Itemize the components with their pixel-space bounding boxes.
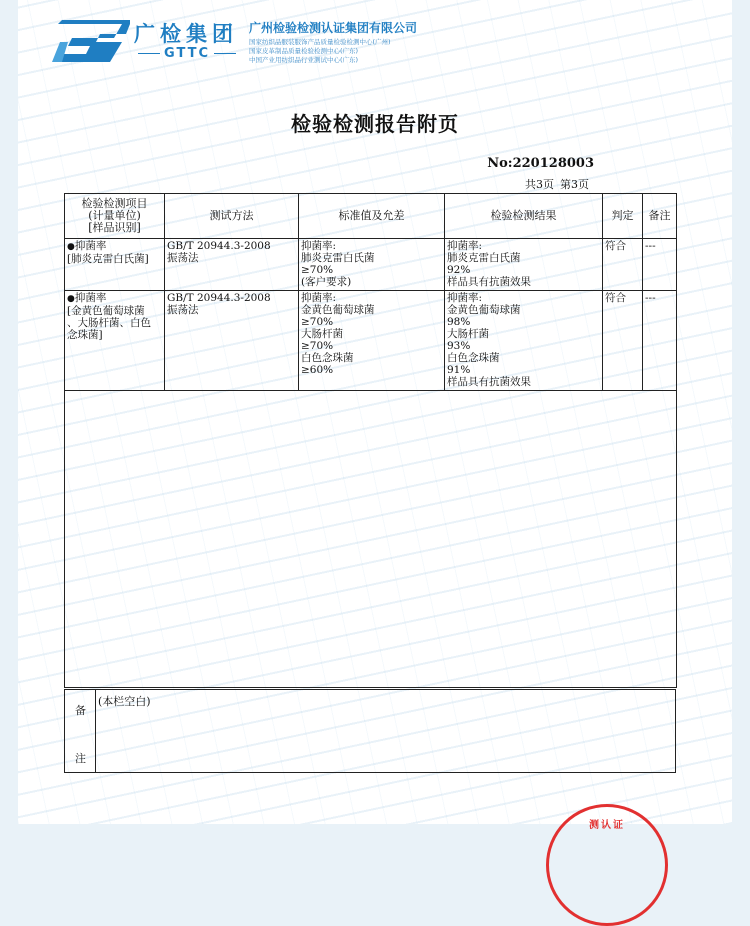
header-item-line: [样品识别]: [88, 221, 141, 234]
remark-cell: ---: [643, 239, 677, 291]
table-row: [65, 239, 677, 291]
company-name: 广州检验检测认证集团有限公司: [249, 21, 418, 35]
standard-cell: [299, 239, 445, 291]
remarks-box: [64, 689, 676, 773]
standard-line: 抑菌率:: [301, 292, 337, 304]
remarks-label-bottom: 注: [75, 752, 86, 765]
header-result: 检验检测结果: [445, 194, 603, 239]
result-line: 抑菌率:: [447, 240, 483, 252]
page-title: 检验检测报告附页: [291, 112, 459, 136]
current-page: 第3页: [560, 178, 589, 191]
standard-line: 抑菌率:: [301, 240, 337, 252]
header-method: 测试方法: [165, 194, 299, 239]
gttc-logo-icon: [52, 16, 130, 68]
header-standard: 标准值及允差: [299, 194, 445, 239]
result-line: 92%: [447, 264, 471, 276]
remark-cell: ---: [643, 291, 677, 391]
standard-line: 大肠杆菌: [301, 328, 343, 340]
standard-line: ≥70%: [301, 264, 334, 276]
center-line-1: 国家纺织品服装服饰产品质量检验检测中心(广州): [249, 38, 391, 46]
result-line: 大肠杆菌: [447, 328, 489, 340]
result-line: 肺炎克雷白氏菌: [447, 252, 521, 264]
result-line: 98%: [447, 316, 471, 328]
item-sample: [肺炎克雷白氏菌]: [67, 253, 149, 265]
blank-area-row: [65, 391, 677, 688]
table-header-row: [65, 194, 677, 239]
result-line: 白色念珠菌: [447, 352, 500, 364]
result-line: 金黄色葡萄球菌: [447, 304, 521, 316]
report-number: No:220128003: [487, 156, 594, 171]
table-row: [65, 291, 677, 391]
standard-line: (客户要求): [301, 276, 352, 288]
item-name: 抑菌率: [74, 292, 107, 304]
item-name: 抑菌率: [74, 240, 107, 252]
header-remark: 备注: [643, 194, 677, 239]
standard-line: ≥70%: [301, 316, 334, 328]
method-cell: [165, 239, 299, 291]
page-counter: [519, 176, 589, 192]
item-sample: [金黄色葡萄球菌: [67, 305, 145, 317]
header-item-line: 检验检测项目: [81, 197, 148, 210]
result-line: 91%: [447, 364, 471, 376]
seal-text: 测认证: [589, 820, 625, 831]
method-line: GB/T 20944.3-2008: [167, 240, 271, 252]
bullet-icon: ●: [67, 242, 75, 252]
result-cell: [445, 239, 603, 291]
header-item: [65, 194, 165, 239]
method-line: 振荡法: [167, 304, 199, 316]
standard-line: 白色念珠菌: [301, 352, 354, 364]
judgement-cell: 符合: [603, 239, 643, 291]
remarks-label: [65, 690, 96, 772]
result-line: 93%: [447, 340, 471, 352]
method-line: GB/T 20944.3-2008: [167, 292, 271, 304]
result-line: 抑菌率:: [447, 292, 483, 304]
results-table: [64, 193, 677, 688]
item-sample: 念珠菌]: [67, 329, 103, 341]
item-cell: [65, 291, 165, 391]
brand-name-en: GTTC: [134, 46, 240, 61]
report-page: [18, 0, 732, 831]
standard-line: ≥60%: [301, 364, 334, 376]
brand-name-cn: 广检集团: [134, 22, 238, 46]
result-cell: [445, 291, 603, 391]
center-line-2: 国家皮革制品质量检验检测中心(广东): [249, 47, 359, 55]
result-line: 样品具有抗菌效果: [447, 376, 531, 388]
standard-line: 金黄色葡萄球菌: [301, 304, 375, 316]
remarks-text: (本栏空白): [98, 695, 151, 708]
method-cell: [165, 291, 299, 391]
result-line: 样品具有抗菌效果: [447, 276, 531, 288]
method-line: 振荡法: [167, 252, 199, 264]
remarks-label-top: 备: [75, 704, 86, 717]
header-item-line: (计量单位): [88, 209, 141, 222]
standard-cell: [299, 291, 445, 391]
official-seal-icon: [546, 804, 668, 926]
standard-line: 肺炎克雷白氏菌: [301, 252, 375, 264]
bullet-icon: ●: [67, 294, 75, 304]
judgement-cell: 符合: [603, 291, 643, 391]
header-judgement: 判定: [603, 194, 643, 239]
blank-area: [65, 391, 677, 688]
center-line-3: 中国产业用纺织品行业测试中心(广东): [249, 56, 359, 64]
total-pages: 共3页: [525, 178, 554, 191]
item-sample: 、大肠杆菌、白色: [67, 317, 151, 329]
standard-line: ≥70%: [301, 340, 334, 352]
item-cell: [65, 239, 165, 291]
